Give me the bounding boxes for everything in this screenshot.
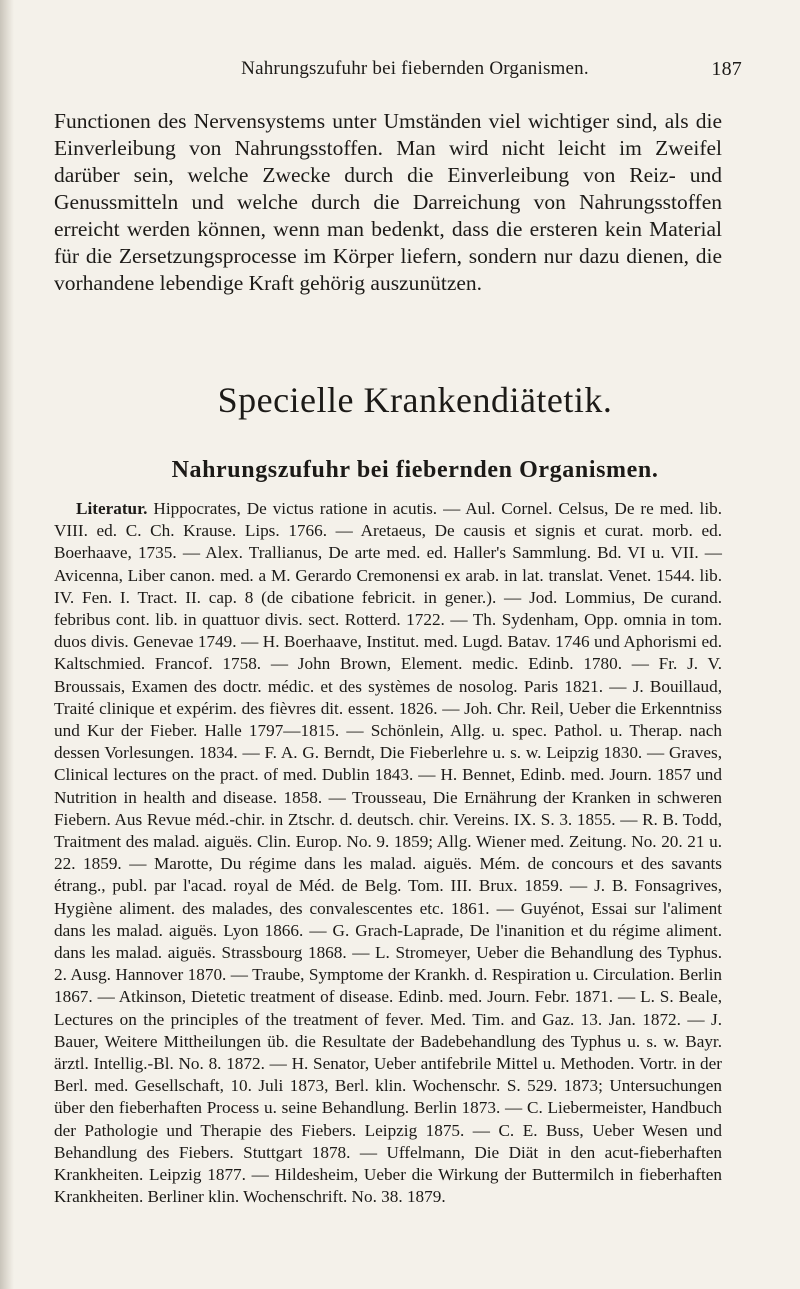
- book-page: [54, 0, 776, 1226]
- literature-text: Hippocrates, De victus ratione in acutis. — Aul. Cornel. Celsus, De re med. lib. VIII. ed. C. Ch. Krause. Lips. 1766. — Aretaeus, De causis et signis et curat. morb. ed. Boerhaave, 1735. — Alex. Trallianus, De arte med. ed. Haller's Sammlung. Bd. VI u. VII. — Avicenna, Liber canon. med. a M. Gerardo Cremonensi ex arab. in lat. translat. Venet. 1544. lib. IV. Fen. I. Tract. II. cap. 8 (de cibatione febricit. in gener.). — Jod. Lommius, De curand. febribus cont. lib. in quattuor divis. sect. Rotterd. 1722. — Th. Sydenham, Opp. omnia in tom. duos divis. Genevae 1749. — H. Boerhaave, Institut. med. Lugd. Batav. 1746 und Aphorismi ed. Kaltschmied. Francof. 1758. — John Brown, Element. medic. Edinb. 1780. — Fr. J. V. Broussais, Examen des doctr. médic. et des systèmes de nosolog. Paris 1821. — J. Bouillaud, Traité clinique et expérim. des fièvres dit. essent. 1826. — Joh. Chr. Reil, Ueber die Erkenntniss und Kur der Fieber. Halle 1797—1815. — Schönlein, Allg. u. spec. Pathol. u. Therap. nach dessen Vorlesungen. 1834. — F. A. G. Berndt, Die Fieberlehre u. s. w. Leipzig 1830. — Graves, Clinical lectures on the pract. of med. Dublin 1843. — H. Bennet, Edinb. med. Journ. 1857 und Nutrition in health and disease. 1858. — Trousseau, Die Ernährung der Kranken in schweren Fiebern. Aus Revue méd.-chir. in Ztschr. d. deutsch. chir. Vereins. IX. S. 3. 1855. — R. B. Todd, Traitment des malad. aiguës. Clin. Europ. No. 9. 1859; Allg. Wiener med. Zeitung. No. 20. 21 u. 22. 1859. — Marotte, Du régime dans les malad. aiguës. Mém. de concours et des savants étrang., publ. par l'acad. royal de Méd. de Belg. Tom. III. Brux. 1859. — J. B. Fonsagrives, Hygiène aliment. des malades, des convalescentes etc. 1861. — Guyénot, Essai sur l'aliment dans les malad. aiguës. Lyon 1866. — G. Grach-Laprade, De l'inanition et du régime aliment. dans les malad. aiguës. Strassbourg 1868. — L. Stromeyer, Ueber die Behandlung des Typhus. 2. Ausg. Hannover 1870. — Traube, Symptome der Krankh. d. Respiration u. Circulation. Berlin 1867. — Atkinson, Dietetic treatment of disease. Edinb. med. Journ. Febr. 1871. — L. S. Beale, Lectures on the principles of the treatment of fever. Med. Tim. and Gaz. 13. Jan. 1872. — J. Bauer, Weitere Mittheilungen üb. die Resultate der Badebehandlung des Typhus u. s. w. Bayr. ärztl. Intellig.-Bl. No. 8. 1872. — H. Senator, Ueber antifebrile Mittel u. Methoden. Vortr. in der Berl. med. Gesellschaft, 10. Juli 1873, Berl. klin. Wochenschr. S. 529. 1873; Untersuchungen über den fieberhaften Process u. seine Behandlung. Berlin 1873. — C. Liebermeister, Handbuch der Pathologie und Therapie des Fiebers. Leipzig 1875. — C. E. Buss, Ueber Wesen und Behandlung des Fiebers. Stuttgart 1878. — Uffelmann, Die Diät in den acut-fieberhaften Krankheiten. Leipzig 1877. — Hildesheim, Ueber die Wirkung der Buttermilch in fieberhaften Krankheiten. Berliner klin. Wochenschrift. No. 38. 1879.: [54, 499, 723, 1207]
- page-number: 187: [711, 58, 742, 80]
- page-gutter-shadow: [0, 0, 14, 1289]
- literature-label: Literatur.: [76, 499, 148, 518]
- section-title: Specielle Krankendiätetik.: [217, 380, 613, 420]
- literature-paragraph: [54, 498, 722, 1209]
- running-head: [54, 58, 776, 86]
- running-title: Nahrungszufuhr bei fiebernden Organismen.: [241, 58, 589, 79]
- subsection-title: Nahrungszufuhr bei fiebernden Organismen.: [171, 457, 659, 483]
- intro-paragraph: Functionen des Nervensystems unter Umständen viel wichtiger sind, als die Einverleibung von Nahrungsstoffen. Man wird nicht leicht im Zweifel darüber sein, welche Zwecke durch die Einverleibung von Reiz- und Genussmitteln und welche durch die Darreichung von Nahrungsstoffen erreicht werden können, wenn man bedenkt, dass die ersteren kein Material für die Zersetzungsprocesse im Körper liefern, sondern nur dazu dienen, die vorhandene lebendige Kraft gehörig auszunützen.: [54, 109, 722, 295]
